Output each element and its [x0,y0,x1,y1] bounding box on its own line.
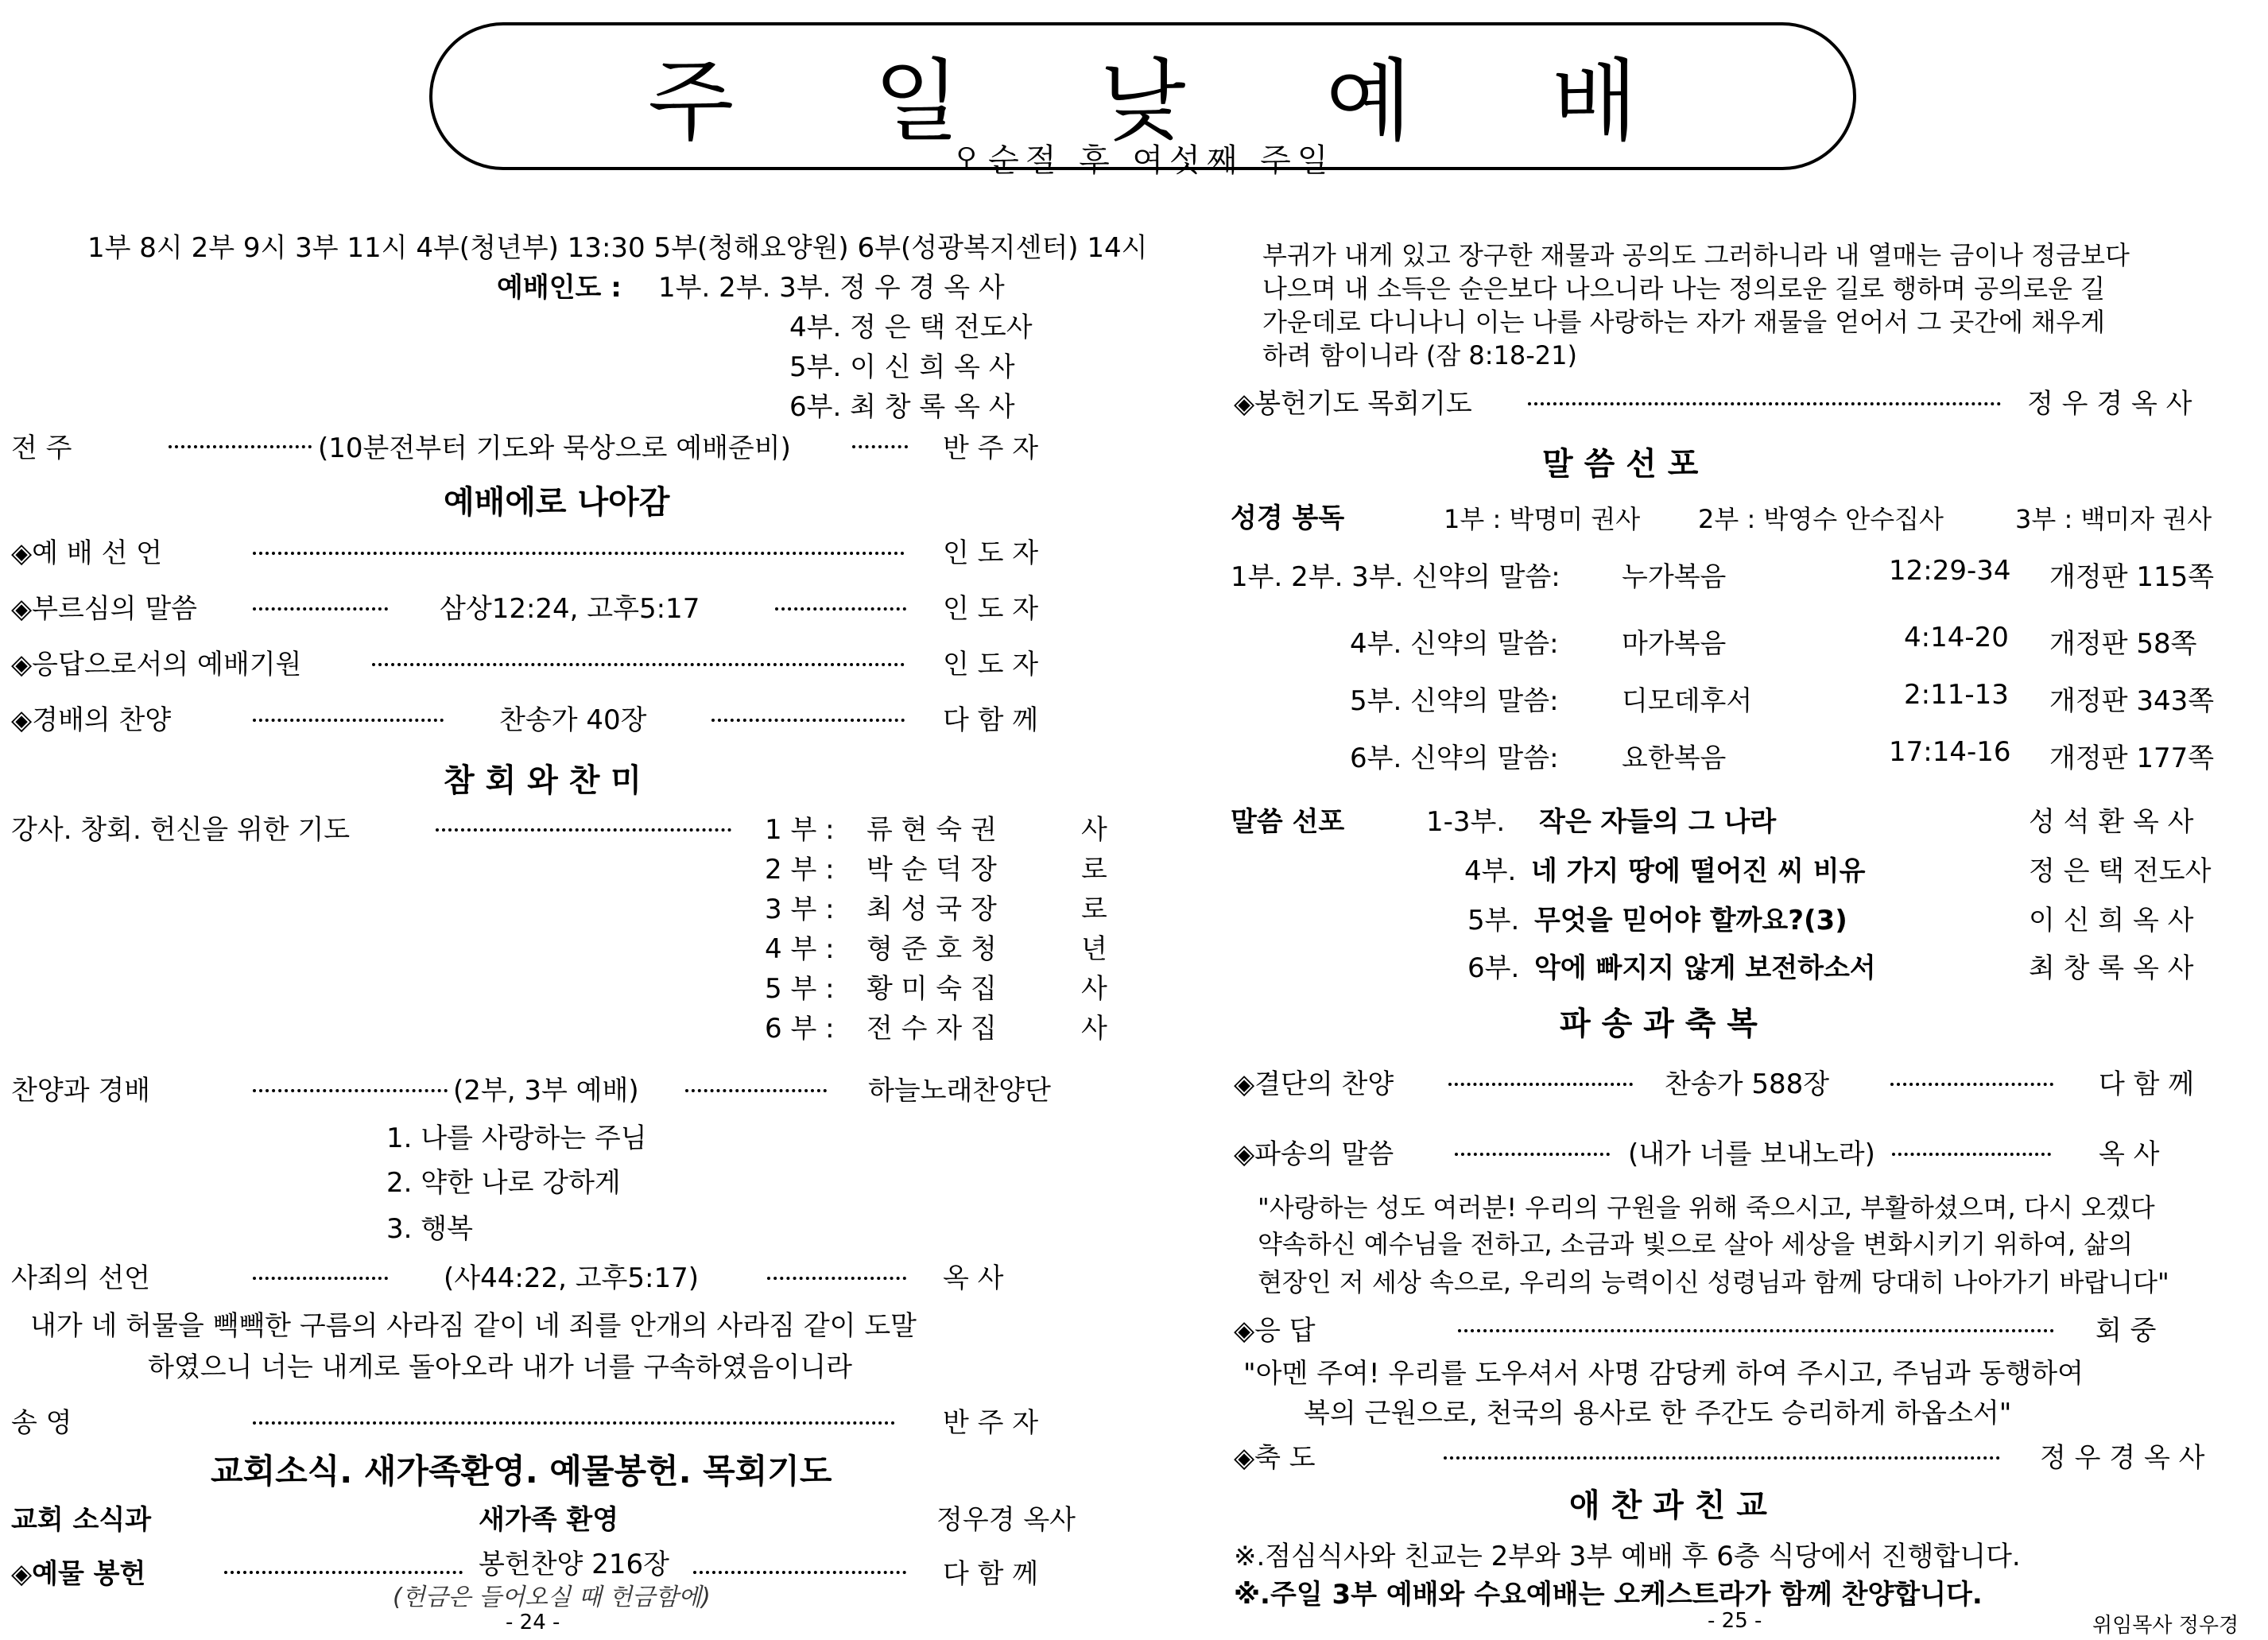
dot-leader [253,1421,895,1425]
title-char: 예 [1325,50,1412,153]
notice: ※.주일 3부 예배와 수요예배는 오케스트라가 함께 찬양합니다. [1234,1579,1983,1611]
prelude-label: 전 주 [11,432,72,464]
reading-book: 요한복음 [1622,742,1727,774]
prayer-part: 4 부 : [765,933,835,965]
news-mid: 새가족 환영 [479,1504,619,1536]
sending-role: 옥 사 [2099,1138,2160,1170]
prayer-title: 사 [1081,814,1107,846]
dot-leader [1444,1456,2000,1460]
subtitle: 오순절 후 여섯째 주일 [951,142,1335,179]
title-banner [429,22,1856,179]
absolution-text: 내가 네 허물을 빽빽한 구름의 사라짐 같이 네 죄를 안개의 사라짐 같이 도말 [30,1310,917,1342]
dot-leader [711,719,905,722]
dot-leader [775,607,906,611]
prayer-title: 로 [1081,894,1107,925]
prelude-role: 반 주 자 [943,432,1039,464]
reading-page: 개정판 58쪽 [2049,628,2197,660]
dot-leader [253,1277,388,1280]
doxology-label: 송 영 [11,1407,72,1439]
reading-label: 성경 봉독 [1231,502,1345,534]
reading-book: 디모데후서 [1622,685,1753,717]
reading-reader: 3부 : 백미자 권사 [2015,504,2212,534]
sermon-part: 6부. [1467,952,1520,984]
scripture-line: 가운데로 다니나니 이는 나를 사랑하는 자가 재물을 얻어서 그 곳간에 채우게 [1262,307,2105,337]
sermon-preacher: 최 창 록 옥 사 [2029,952,2194,984]
dot-leader [253,719,444,722]
leaders-label: 예배인도 : [497,272,622,304]
closing-hymn-label: ◈결단의 찬양 [1234,1068,1394,1100]
prayer-name: 형 준 호 청 [866,933,997,965]
news-role: 정우경 옥사 [936,1504,1076,1536]
sending-text: 현장인 저 세상 속으로, 우리의 능력이신 성령님과 함께 당대히 나아가기 바랍니다" [1258,1267,2169,1297]
response-text: 복의 근원으로, 천국의 용사로 한 주간도 승리하게 하옵소서" [1304,1398,2012,1429]
dot-leader [1892,1153,2051,1156]
page-number: - 24 - [506,1611,560,1634]
section-heading: 교회소식. 새가족환영. 예물봉헌. 목회기도 [211,1452,832,1491]
dot-leader [767,1277,906,1280]
sending-mid: (내가 너를 보내노라) [1628,1138,1875,1170]
sermon-part: 5부. [1467,905,1520,936]
sending-text: "사랑하는 성도 여러분! 우리의 구원을 위해 죽으시고, 부활하셨으며, 다시 오겠다 [1258,1192,2155,1223]
sermon-title: 무엇을 믿어야 할까요?(3) [1534,905,1847,936]
song-item: 1. 나를 사랑하는 주님 [386,1122,647,1154]
prayer-name: 황 미 숙 집 [866,973,997,1005]
offering-note: (헌금은 들어오실 때 헌금함에) [393,1584,711,1611]
prayer-name: 박 순 덕 장 [866,854,997,886]
absolution-text: 하였으니 너는 내게로 돌아오라 내가 너를 구속하였음이니라 [148,1351,852,1383]
news-label: 교회 소식과 [11,1504,152,1536]
dot-leader [1455,1153,1610,1156]
reading-ref: 4:14-20 [1904,622,2009,653]
schedule: 1부 8시 2부 9시 3부 11시 4부(청년부) 13:30 5부(청해요양원) 6부(성광복지센터) 14시 [87,232,1148,264]
absolution-role: 옥 사 [943,1262,1004,1294]
reading-ref: 2:11-13 [1904,679,2009,711]
doxology-role: 반 주 자 [943,1407,1039,1439]
sermon-preacher: 이 신 희 옥 사 [2029,905,2194,936]
prayer-part: 2 부 : [765,854,835,886]
scripture-line: 부귀가 내게 있고 장구한 재물과 공의도 그러하니라 내 열매는 금이나 정금보다 [1262,240,2130,270]
dot-leader [224,1571,463,1574]
sermon-title: 네 가지 땅에 떨어진 씨 비유 [1531,855,1866,887]
dot-leader [1448,1083,1633,1086]
leader-line: 1부. 2부. 3부. 정 우 경 옥 사 [658,272,1005,304]
item-role: 인 도 자 [943,537,1039,569]
prayer-part: 3 부 : [765,894,835,925]
benediction-role: 정 우 경 옥 사 [2040,1442,2205,1474]
offering-mid: 봉헌찬양 216장 [479,1549,669,1580]
offering-prayer-role: 정 우 경 옥 사 [2027,388,2192,420]
dot-leader [253,552,905,555]
sermon-preacher: 성 석 환 옥 사 [2029,806,2194,838]
section-heading: 참 회 와 찬 미 [444,762,642,799]
item-role: 다 함 께 [943,704,1039,736]
prayer-title: 년 [1081,933,1107,965]
response-text: "아멘 주여! 우리를 도우셔서 사명 감당케 하여 주시고, 주님과 동행하여 [1243,1358,2084,1390]
reading-page: 개정판 343쪽 [2049,685,2215,717]
praise-mid: (2부, 3부 예배) [453,1075,639,1107]
title-char: 주 [647,50,735,153]
prayer-name: 최 성 국 장 [866,894,997,925]
sermon-title: 작은 자들의 그 나라 [1539,806,1777,838]
dot-leader [436,828,731,832]
dot-leader [1890,1083,2053,1086]
reading-ref: 12:29-34 [1889,555,2011,587]
closing-hymn-mid: 찬송가 588장 [1665,1068,1830,1100]
absolution-mid: (사44:22, 고후5:17) [444,1262,700,1294]
title-char: 배 [1551,50,1638,153]
prayer-name: 전 수 자 집 [866,1013,997,1045]
sermon-part: 4부. [1464,855,1517,887]
dot-leader [169,445,312,448]
section-heading: 파 송 과 축 복 [1560,1006,1758,1042]
sermon-title: 악에 빠지지 않게 보전하소서 [1534,952,1876,984]
reading-reader: 1부 : 박명미 권사 [1444,504,1641,534]
scripture-line: 하려 함이니라 (잠 8:18-21) [1262,340,1577,370]
praise-label: 찬양과 경배 [11,1075,151,1107]
leader-line: 4부. 정 은 택 전도사 [789,312,1033,343]
section-heading: 애 찬 과 친 교 [1569,1487,1767,1524]
section-heading: 말 씀 선 포 [1542,446,1699,483]
dot-leader [852,445,908,448]
item-mid: 삼상12:24, 고후5:17 [440,593,700,625]
response-label: ◈응 답 [1234,1315,1316,1347]
sermon-label: 말씀 선포 [1231,806,1345,838]
dot-leader [685,1089,827,1092]
prayer-title: 사 [1081,1013,1107,1045]
offering-label: ◈예물 봉헌 [11,1558,146,1590]
reading-ref: 17:14-16 [1889,736,2011,768]
offering-prayer-label: ◈봉헌기도 목회기도 [1234,388,1472,420]
prayer-part: 5 부 : [765,973,835,1005]
absolution-label: 사죄의 선언 [11,1262,151,1294]
page-number: - 25 - [1708,1609,1762,1633]
item-mid: 찬송가 40장 [499,704,647,736]
sermon-part: 1-3부. [1426,806,1506,838]
prayer-name: 류 현 숙 권 [866,814,997,846]
reading-part: 5부. 신약의 말씀: [1350,685,1559,717]
reading-book: 마가복음 [1622,628,1727,660]
praise-role: 하늘노래찬양단 [868,1075,1051,1107]
title-char: 일 [874,50,960,153]
scripture-line: 나으며 내 소득은 순은보다 나으니라 나는 정의로운 길로 행하며 공의로운 길 [1262,273,2105,304]
dot-leader [253,1089,448,1092]
reading-part: 1부. 2부. 3부. 신약의 말씀: [1231,561,1560,593]
item-label: ◈예 배 선 언 [11,537,162,569]
offering-role: 다 함 께 [943,1558,1039,1590]
notice: ※.점심식사와 친교는 2부와 3부 예배 후 6층 식당에서 진행합니다. [1234,1541,2021,1572]
leader-line: 5부. 이 신 희 옥 사 [789,351,1015,383]
section-heading: 예배에로 나아감 [444,484,670,521]
reading-page: 개정판 115쪽 [2049,561,2215,593]
reading-page: 개정판 177쪽 [2049,742,2215,774]
response-role: 회 중 [2095,1315,2157,1347]
sending-label: ◈파송의 말씀 [1234,1138,1394,1170]
benediction-label: ◈축 도 [1234,1442,1316,1474]
prayer-part: 6 부 : [765,1013,835,1045]
dot-leader [253,607,388,611]
prayer-part: 1 부 : [765,814,835,846]
item-label: ◈경배의 찬양 [11,704,172,736]
prayer-title: 로 [1081,854,1107,886]
reading-part: 4부. 신약의 말씀: [1350,628,1559,660]
dot-leader [693,1571,906,1574]
prayer-title: 사 [1081,973,1107,1005]
reading-reader: 2부 : 박영수 안수집사 [1698,504,1944,534]
sermon-preacher: 정 은 택 전도사 [2029,855,2212,887]
prayer-label: 강사. 창회. 헌신을 위한 기도 [11,814,351,846]
closing-hymn-role: 다 함 께 [2099,1068,2195,1100]
sending-text: 약속하신 예수님을 전하고, 소금과 빛으로 살아 세상을 변화시키기 위하여, 삶의 [1258,1229,2134,1259]
reading-part: 6부. 신약의 말씀: [1350,742,1559,774]
reading-book: 누가복음 [1622,561,1727,593]
leader-line: 6부. 최 창 록 옥 사 [789,391,1015,423]
footer-signature: 위임목사 정우경 [2092,1614,2239,1638]
dot-leader [372,663,905,666]
item-label: ◈부르심의 말씀 [11,593,198,625]
dot-leader [1528,402,2001,405]
song-item: 2. 약한 나로 강하게 [386,1167,621,1199]
item-role: 인 도 자 [943,593,1039,625]
song-item: 3. 행복 [386,1213,473,1245]
prelude-desc: (10분전부터 기도와 묵상으로 예배준비) [318,432,791,464]
item-role: 인 도 자 [943,649,1039,680]
title-char: 낮 [1099,50,1186,153]
item-label: ◈응답으로서의 예배기원 [11,649,302,680]
dot-leader [1458,1329,2054,1332]
